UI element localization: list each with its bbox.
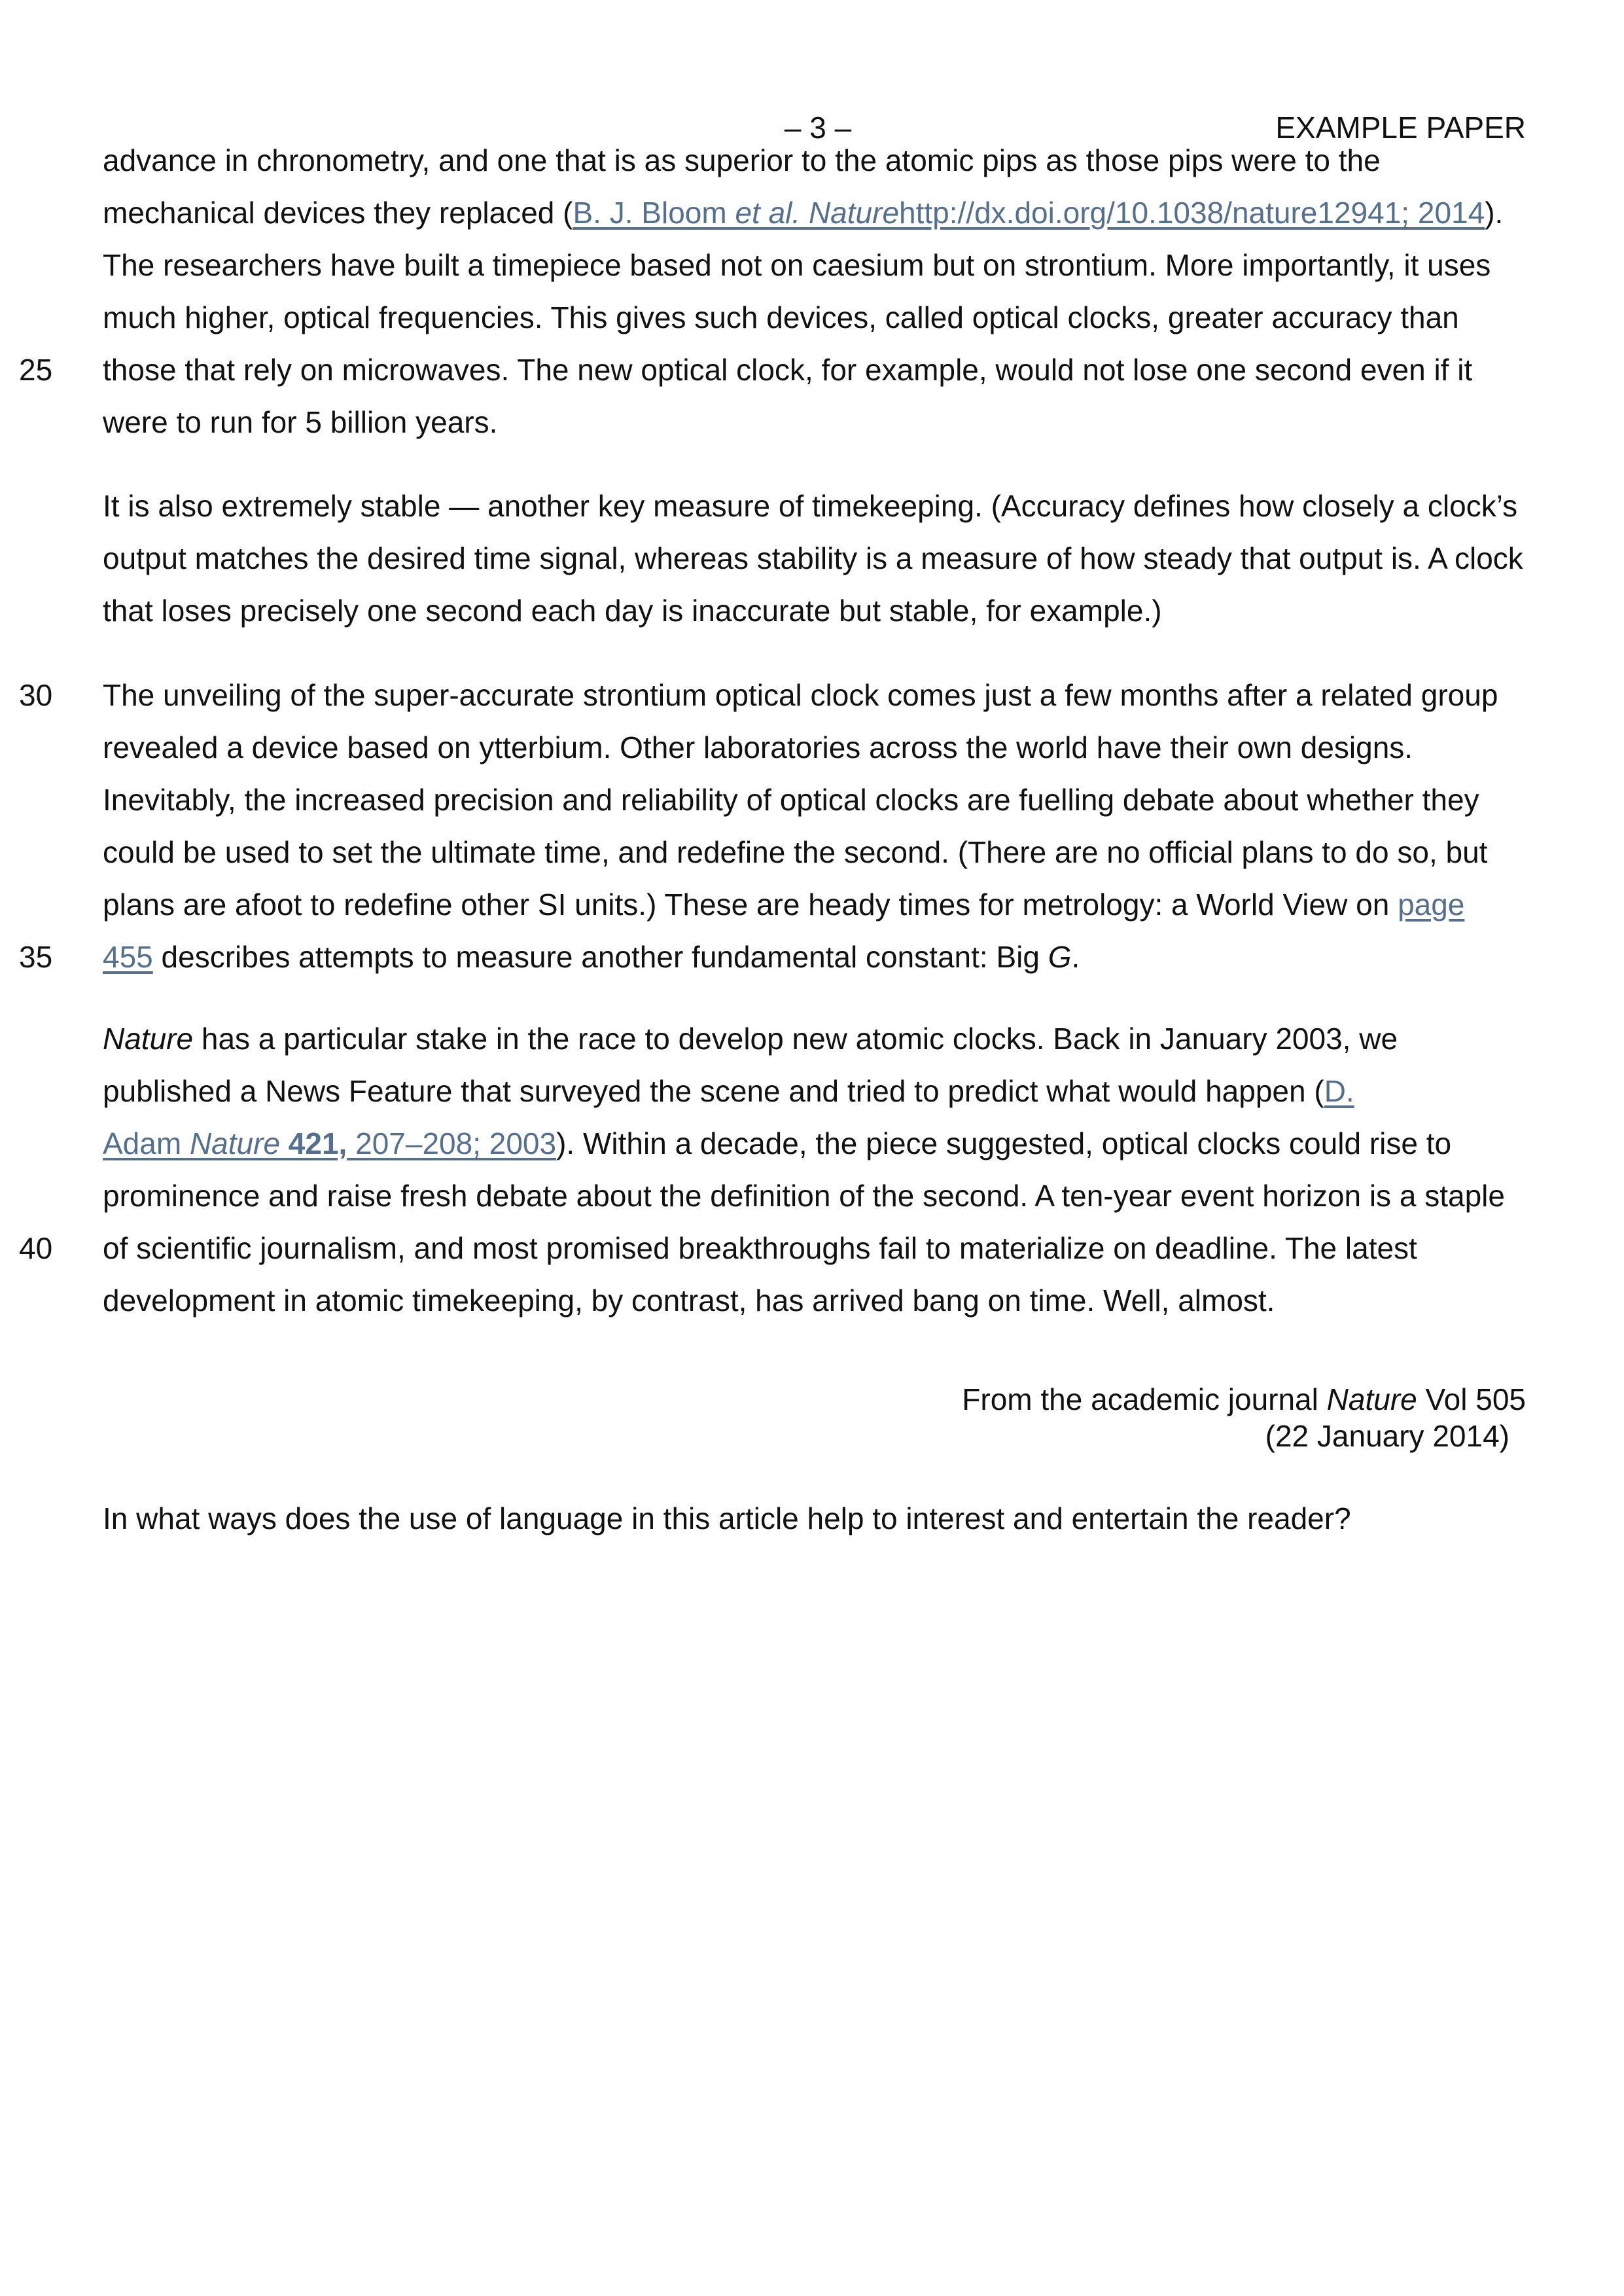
journal-name: Nature [103, 1022, 194, 1056]
text-line [19, 344, 1542, 396]
text-line [103, 1013, 1542, 1065]
text-line: were to run for 5 billion years. [103, 405, 498, 439]
text-line [103, 1117, 1542, 1170]
text-span: The unveiling of the super-accurate strontium optical clock comes just a few months after a related group [103, 678, 1498, 712]
page-number: – 3 – [784, 111, 852, 145]
paragraph-1 [19, 134, 1542, 448]
text-line [19, 931, 1542, 983]
page-455-link-cont[interactable]: 455 [103, 940, 153, 974]
text-line: advance in chronometry, and one that is as superior to the atomic pips as those pips were to the [103, 143, 1381, 177]
page-455-link[interactable]: page [1398, 888, 1465, 922]
paragraph-3 [19, 669, 1542, 983]
text-line [19, 1222, 1542, 1274]
source-date: (22 January 2014) [1265, 1419, 1509, 1453]
line-number: 30 [19, 678, 53, 712]
text-span: mechanical devices they replaced ( [103, 196, 573, 230]
citation-link-adam[interactable]: D. [1324, 1074, 1354, 1108]
text-span: . [1071, 940, 1080, 974]
text-line [103, 187, 1542, 239]
source-journal-line: From the academic journal Nature Vol 505 [962, 1382, 1526, 1416]
text-em: G [1048, 940, 1072, 974]
text-line: much higher, optical frequencies. This gives such devices, called optical clocks, greater accuracy than [103, 300, 1459, 334]
line-number: 25 [19, 353, 53, 387]
text-span: published a News Feature that surveyed the scene and tried to predict what would happen ( [103, 1074, 1324, 1108]
citation-link-adam-cont[interactable]: Adam Nature 421, 207–208; 2003 [103, 1126, 557, 1160]
citation-link-bloom[interactable]: B. J. Bloom et al. Naturehttp://dx.doi.org/10.1038/nature12941; 2014 [573, 196, 1485, 230]
text-line: Inevitably, the increased precision and reliability of optical clocks are fuelling debate about whether they [103, 783, 1479, 817]
text-line: development in atomic timekeeping, by contrast, has arrived bang on time. Well, almost. [103, 1283, 1275, 1318]
line-number: 35 [19, 940, 53, 974]
text-line: output matches the desired time signal, whereas stability is a measure of how steady that output is. A clock [103, 541, 1523, 575]
text-line: revealed a device based on ytterbium. Other laboratories across the world have their own designs. [103, 730, 1413, 764]
text-span: of scientific journalism, and most promised breakthroughs fail to materialize on deadline. The latest [103, 1231, 1417, 1265]
exam-question: In what ways does the use of language in this article help to interest and entertain the reader? [103, 1501, 1351, 1535]
text-span: ). [1485, 196, 1504, 230]
text-line: that loses precisely one second each day is inaccurate but stable, for example.) [103, 594, 1162, 628]
text-span: ). Within a decade, the piece suggested, optical clocks could rise to [556, 1126, 1452, 1160]
text-line: prominence and raise fresh debate about the definition of the second. A ten-year event horizon is a staple [103, 1179, 1505, 1213]
text-span: describes attempts to measure another fundamental constant: Big [152, 940, 1048, 974]
text-line: The researchers have built a timepiece based not on caesium but on strontium. More importantly, it uses [103, 248, 1491, 282]
paragraph-2 [103, 480, 1542, 637]
text-line [103, 878, 1542, 931]
text-line [19, 669, 1542, 721]
text-span: plans are afoot to redefine other SI units.) These are heady times for metrology: a World View on [103, 888, 1398, 922]
text-span: those that rely on microwaves. The new optical clock, for example, would not lose one second even if it [103, 353, 1473, 387]
line-number: 40 [19, 1231, 53, 1265]
text-line: could be used to set the ultimate time, and redefine the second. (There are no official plans to do so, but [103, 835, 1488, 869]
source-attribution [962, 1381, 1526, 1454]
text-line [103, 1065, 1542, 1117]
paragraph-4 [19, 1013, 1542, 1327]
text-line: It is also extremely stable — another key measure of timekeeping. (Accuracy defines how closely a clock’s [103, 489, 1518, 523]
paper-label: EXAMPLE PAPER [1275, 111, 1526, 145]
text-span: has a particular stake in the race to develop new atomic clocks. Back in January 2003, we [193, 1022, 1398, 1056]
